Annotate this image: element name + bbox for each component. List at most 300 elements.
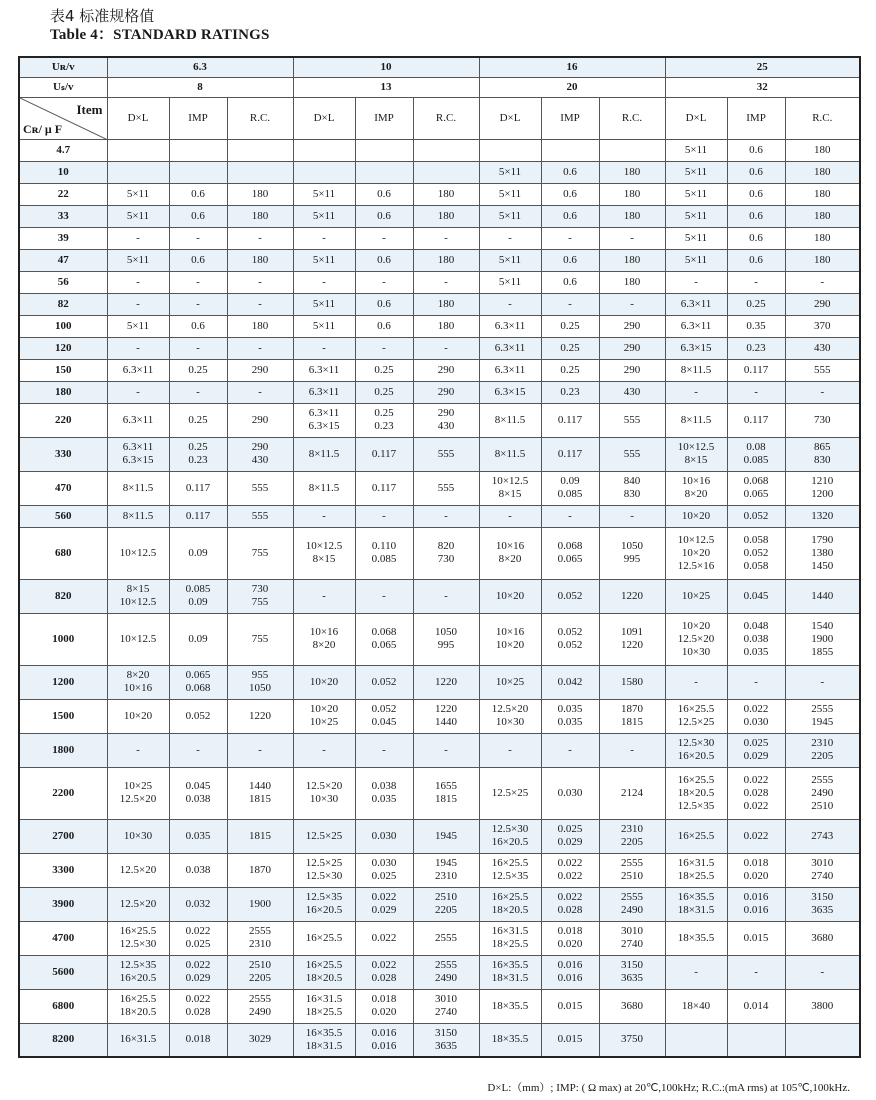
impedance-cell: 0.016 0.016 xyxy=(355,1023,413,1057)
dimension-cell: 5×11 xyxy=(479,205,541,227)
ripple-current-cell: 555 xyxy=(227,505,293,527)
capacitance-cell: 560 xyxy=(19,505,107,527)
column-header-dl: D×L xyxy=(665,97,727,139)
surge-voltage-row xyxy=(19,77,860,97)
ripple-current-cell: 955 1050 xyxy=(227,665,293,699)
ripple-current-cell: 1210 1200 xyxy=(785,471,860,505)
impedance-cell: 0.022 0.029 xyxy=(355,887,413,921)
impedance-cell: 0.6 xyxy=(727,161,785,183)
ripple-current-cell: 290 xyxy=(227,403,293,437)
capacitance-cell: 2200 xyxy=(19,767,107,819)
impedance-cell xyxy=(169,161,227,183)
impedance-cell: 0.6 xyxy=(541,249,599,271)
table-row xyxy=(19,921,860,955)
dimension-cell: - xyxy=(107,381,169,403)
column-header-rc: R.C. xyxy=(227,97,293,139)
ripple-current-cell: 180 xyxy=(413,293,479,315)
impedance-cell: 0.23 xyxy=(541,381,599,403)
dimension-cell: 16×35.5 18×31.5 xyxy=(479,955,541,989)
dimension-cell: 16×25.5 18×20.5 xyxy=(107,989,169,1023)
ripple-current-cell: 2310 2205 xyxy=(785,733,860,767)
ripple-current-cell xyxy=(599,139,665,161)
dimension-cell: 16×31.5 18×25.5 xyxy=(665,853,727,887)
column-header-dl: D×L xyxy=(293,97,355,139)
dimension-cell: 5×11 xyxy=(293,205,355,227)
ripple-current-cell: 290 430 xyxy=(413,403,479,437)
dimension-cell xyxy=(479,139,541,161)
ripple-current-cell: - xyxy=(227,227,293,249)
table-row xyxy=(19,249,860,271)
impedance-cell: 0.25 xyxy=(541,359,599,381)
ripple-current-cell: 290 xyxy=(227,359,293,381)
ripple-current-cell: 180 xyxy=(785,139,860,161)
dimension-cell: 8×11.5 xyxy=(107,505,169,527)
impedance-cell: 0.6 xyxy=(355,183,413,205)
dimension-cell: 10×20 xyxy=(107,699,169,733)
ripple-current-cell: 1050 995 xyxy=(413,613,479,665)
impedance-cell: 0.022 0.028 0.022 xyxy=(727,767,785,819)
ripple-current-cell: 180 xyxy=(413,249,479,271)
impedance-cell: 0.014 xyxy=(727,989,785,1023)
dimension-cell: 5×11 xyxy=(665,161,727,183)
impedance-cell: 0.025 0.029 xyxy=(541,819,599,853)
dimension-cell: 10×12.5 xyxy=(107,613,169,665)
impedance-cell: 0.6 xyxy=(727,205,785,227)
ripple-current-cell: 555 xyxy=(413,437,479,471)
dimension-cell: - xyxy=(293,579,355,613)
impedance-cell: 0.018 0.020 xyxy=(727,853,785,887)
dimension-cell: 5×11 xyxy=(293,315,355,337)
table-row xyxy=(19,887,860,921)
impedance-cell: 0.25 xyxy=(355,359,413,381)
impedance-cell: 0.058 0.052 0.058 xyxy=(727,527,785,579)
table-row xyxy=(19,699,860,733)
impedance-cell: 0.052 0.052 xyxy=(541,613,599,665)
impedance-cell: - xyxy=(727,955,785,989)
dimension-cell: 8×11.5 xyxy=(479,437,541,471)
dimension-cell: 12.5×30 16×20.5 xyxy=(479,819,541,853)
ripple-current-cell: 290 xyxy=(413,381,479,403)
ripple-current-cell: 730 755 xyxy=(227,579,293,613)
dimension-cell: 18×35.5 xyxy=(479,989,541,1023)
capacitance-cell: 100 xyxy=(19,315,107,337)
impedance-cell: 0.117 xyxy=(169,471,227,505)
dimension-cell: 16×25.5 18×20.5 12.5×35 xyxy=(665,767,727,819)
ripple-current-cell: 865 830 xyxy=(785,437,860,471)
table-row xyxy=(19,403,860,437)
dimension-cell: 16×25.5 xyxy=(293,921,355,955)
impedance-cell: 0.022 0.022 xyxy=(541,853,599,887)
table-row xyxy=(19,955,860,989)
impedance-cell: 0.6 xyxy=(541,205,599,227)
dimension-cell: 5×11 xyxy=(107,315,169,337)
dimension-cell: 16×31.5 xyxy=(107,1023,169,1057)
impedance-cell: 0.022 0.029 xyxy=(169,955,227,989)
dimension-cell: 10×16 8×20 xyxy=(665,471,727,505)
ripple-current-cell: 1320 xyxy=(785,505,860,527)
ripple-current-cell: - xyxy=(227,733,293,767)
ripple-current-cell: 180 xyxy=(599,183,665,205)
impedance-cell: 0.025 0.029 xyxy=(727,733,785,767)
ripple-current-cell: 555 xyxy=(599,403,665,437)
ripple-current-cell: - xyxy=(785,271,860,293)
ripple-current-cell: 2510 2205 xyxy=(227,955,293,989)
impedance-cell: 0.022 xyxy=(727,819,785,853)
dimension-cell: 6.3×11 xyxy=(665,315,727,337)
dimension-cell: - xyxy=(107,293,169,315)
dimension-cell: 12.5×20 xyxy=(107,887,169,921)
ripple-current-cell: 180 xyxy=(413,315,479,337)
capacitance-cell: 1800 xyxy=(19,733,107,767)
ur-value: 16 xyxy=(479,57,665,77)
impedance-cell: 0.052 xyxy=(355,665,413,699)
impedance-cell: 0.6 xyxy=(727,139,785,161)
impedance-cell: - xyxy=(169,733,227,767)
impedance-cell: 0.6 xyxy=(355,315,413,337)
ripple-current-cell: 1870 xyxy=(227,853,293,887)
impedance-cell: 0.042 xyxy=(541,665,599,699)
dimension-cell: 6.3×15 xyxy=(479,381,541,403)
impedance-cell: 0.25 xyxy=(355,381,413,403)
capacitance-cell: 3900 xyxy=(19,887,107,921)
dimension-cell xyxy=(665,1023,727,1057)
dimension-cell: 5×11 xyxy=(665,205,727,227)
dimension-cell: 12.5×20 10×30 xyxy=(479,699,541,733)
table-row xyxy=(19,271,860,293)
ripple-current-cell: 1540 1900 1855 xyxy=(785,613,860,665)
impedance-cell: 0.09 xyxy=(169,613,227,665)
dimension-cell: 10×16 10×20 xyxy=(479,613,541,665)
impedance-cell: 0.117 xyxy=(355,437,413,471)
impedance-cell: 0.016 0.016 xyxy=(541,955,599,989)
ripple-current-cell: 1220 1440 xyxy=(413,699,479,733)
dimension-cell: 5×11 xyxy=(665,183,727,205)
ripple-current-cell: 730 xyxy=(785,403,860,437)
table-row xyxy=(19,183,860,205)
dimension-cell: - xyxy=(665,271,727,293)
dimension-cell: 10×12.5 10×20 12.5×16 xyxy=(665,527,727,579)
dimension-cell: - xyxy=(665,665,727,699)
dimension-cell: 5×11 xyxy=(665,139,727,161)
impedance-cell: - xyxy=(355,505,413,527)
capacitance-cell: 5600 xyxy=(19,955,107,989)
capacitance-cell: 22 xyxy=(19,183,107,205)
ripple-current-cell xyxy=(785,1023,860,1057)
ripple-current-cell: 2555 1945 xyxy=(785,699,860,733)
impedance-cell: 0.25 xyxy=(541,337,599,359)
table-row xyxy=(19,767,860,819)
impedance-cell: - xyxy=(355,733,413,767)
impedance-cell: 0.022 0.028 xyxy=(541,887,599,921)
table-row xyxy=(19,613,860,665)
dimension-cell: 16×25.5 12.5×25 xyxy=(665,699,727,733)
capacitance-cell: 2700 xyxy=(19,819,107,853)
ripple-current-cell: 1900 xyxy=(227,887,293,921)
ripple-current-cell: 3010 2740 xyxy=(599,921,665,955)
dimension-cell: - xyxy=(107,227,169,249)
impedance-cell: 0.6 xyxy=(727,249,785,271)
ripple-current-cell: 290 xyxy=(413,359,479,381)
capacitance-cell: 4700 xyxy=(19,921,107,955)
impedance-cell: - xyxy=(541,505,599,527)
ripple-current-cell: 1580 xyxy=(599,665,665,699)
ripple-current-cell: 2124 xyxy=(599,767,665,819)
impedance-cell: 0.35 xyxy=(727,315,785,337)
impedance-cell: 0.6 xyxy=(541,271,599,293)
dimension-cell: 6.3×11 xyxy=(293,381,355,403)
ripple-current-cell: 3150 3635 xyxy=(413,1023,479,1057)
ur-label: Uʀ/v xyxy=(19,57,107,77)
ripple-current-cell: - xyxy=(599,505,665,527)
dimension-cell: - xyxy=(293,227,355,249)
dimension-cell: - xyxy=(479,293,541,315)
column-header-dl: D×L xyxy=(107,97,169,139)
us-value: 32 xyxy=(665,77,860,97)
dimension-cell: 16×25.5 xyxy=(665,819,727,853)
ripple-current-cell: 755 xyxy=(227,527,293,579)
capacitance-label: Cʀ/ μ F xyxy=(23,121,63,136)
table-row xyxy=(19,665,860,699)
us-value: 8 xyxy=(107,77,293,97)
dimension-cell: 12.5×25 xyxy=(479,767,541,819)
capacitance-cell: 3300 xyxy=(19,853,107,887)
impedance-cell: - xyxy=(169,271,227,293)
dimension-cell: 8×15 10×12.5 xyxy=(107,579,169,613)
capacitance-cell: 150 xyxy=(19,359,107,381)
table-row xyxy=(19,527,860,579)
dimension-cell: 16×35.5 18×31.5 xyxy=(293,1023,355,1057)
ripple-current-cell: 430 xyxy=(785,337,860,359)
impedance-cell: 0.25 0.23 xyxy=(355,403,413,437)
impedance-cell: 0.022 0.028 xyxy=(169,989,227,1023)
ripple-current-cell xyxy=(413,139,479,161)
dimension-cell xyxy=(107,139,169,161)
dimension-cell: - xyxy=(107,271,169,293)
dimension-cell: 10×20 10×25 xyxy=(293,699,355,733)
ripple-current-cell: - xyxy=(599,293,665,315)
ripple-current-cell: 180 xyxy=(413,183,479,205)
us-value: 13 xyxy=(293,77,479,97)
dimension-cell: 6.3×11 6.3×15 xyxy=(293,403,355,437)
dimension-cell: 10×12.5 8×15 xyxy=(479,471,541,505)
impedance-cell: 0.08 0.085 xyxy=(727,437,785,471)
column-header-imp: IMP xyxy=(541,97,599,139)
capacitance-cell: 180 xyxy=(19,381,107,403)
dimension-cell xyxy=(107,161,169,183)
item-header-row xyxy=(19,97,860,139)
ripple-current-cell: 2555 2310 xyxy=(227,921,293,955)
impedance-cell: 0.035 xyxy=(169,819,227,853)
ripple-current-cell: 1220 xyxy=(599,579,665,613)
ripple-current-cell: 180 xyxy=(599,161,665,183)
impedance-cell: 0.016 0.016 xyxy=(727,887,785,921)
ripple-current-cell: - xyxy=(413,579,479,613)
ripple-current-cell: 2555 2490 xyxy=(227,989,293,1023)
table-row xyxy=(19,437,860,471)
capacitance-cell: 220 xyxy=(19,403,107,437)
ripple-current-cell: 180 xyxy=(227,205,293,227)
dimension-cell: - xyxy=(479,505,541,527)
impedance-cell: 0.6 xyxy=(727,183,785,205)
ripple-current-cell: 2510 2205 xyxy=(413,887,479,921)
table-row xyxy=(19,853,860,887)
dimension-cell: 8×11.5 xyxy=(107,471,169,505)
dimension-cell: 10×20 xyxy=(293,665,355,699)
dimension-cell: 12.5×25 12.5×30 xyxy=(293,853,355,887)
ripple-current-cell: 1050 995 xyxy=(599,527,665,579)
capacitance-cell: 1200 xyxy=(19,665,107,699)
table-row xyxy=(19,1023,860,1057)
column-header-imp: IMP xyxy=(727,97,785,139)
rated-voltage-row xyxy=(19,57,860,77)
impedance-cell: 0.045 0.038 xyxy=(169,767,227,819)
capacitance-cell: 8200 xyxy=(19,1023,107,1057)
table-row xyxy=(19,989,860,1023)
dimension-cell: 10×25 xyxy=(479,665,541,699)
ripple-current-cell: 2555 xyxy=(413,921,479,955)
impedance-cell: 0.117 xyxy=(541,403,599,437)
capacitance-cell: 47 xyxy=(19,249,107,271)
table-row xyxy=(19,819,860,853)
dimension-cell xyxy=(293,139,355,161)
ripple-current-cell: - xyxy=(227,337,293,359)
impedance-cell: 0.035 0.035 xyxy=(541,699,599,733)
table-row xyxy=(19,381,860,403)
dimension-cell: 6.3×11 xyxy=(479,359,541,381)
ripple-current-cell: 2310 2205 xyxy=(599,819,665,853)
ripple-current-cell: 290 xyxy=(599,337,665,359)
dimension-cell: 12.5×20 10×30 xyxy=(293,767,355,819)
impedance-cell: 0.6 xyxy=(169,183,227,205)
ripple-current-cell: 3680 xyxy=(599,989,665,1023)
ripple-current-cell: 370 xyxy=(785,315,860,337)
capacitance-cell: 120 xyxy=(19,337,107,359)
impedance-cell: - xyxy=(355,337,413,359)
impedance-cell: - xyxy=(355,271,413,293)
ripple-current-cell: 555 xyxy=(227,471,293,505)
impedance-cell: - xyxy=(169,293,227,315)
impedance-cell: - xyxy=(727,271,785,293)
ripple-current-cell: 180 xyxy=(227,249,293,271)
ripple-current-cell: 2555 2490 2510 xyxy=(785,767,860,819)
ripple-current-cell: 180 xyxy=(227,183,293,205)
dimension-cell: 8×20 10×16 xyxy=(107,665,169,699)
dimension-cell: 6.3×11 xyxy=(479,337,541,359)
ripple-current-cell: - xyxy=(599,227,665,249)
ripple-current-cell: 180 xyxy=(785,161,860,183)
dimension-cell: 8×11.5 xyxy=(665,403,727,437)
table-row xyxy=(19,733,860,767)
dimension-cell: - xyxy=(293,505,355,527)
standard-ratings-table xyxy=(18,56,861,1058)
impedance-cell: 0.015 xyxy=(541,1023,599,1057)
dimension-cell: 16×25.5 12.5×30 xyxy=(107,921,169,955)
dimension-cell: 5×11 xyxy=(479,161,541,183)
impedance-cell: 0.6 xyxy=(169,249,227,271)
capacitance-cell: 10 xyxy=(19,161,107,183)
table-row xyxy=(19,205,860,227)
ripple-current-cell: - xyxy=(413,733,479,767)
ripple-current-cell: 2555 2510 xyxy=(599,853,665,887)
capacitance-cell: 6800 xyxy=(19,989,107,1023)
dimension-cell: - xyxy=(293,733,355,767)
impedance-cell: 0.09 0.085 xyxy=(541,471,599,505)
impedance-cell: 0.045 xyxy=(727,579,785,613)
table-title-english: Table 4：STANDARD RATINGS xyxy=(50,27,270,43)
column-header-dl: D×L xyxy=(479,97,541,139)
impedance-cell: 0.25 xyxy=(727,293,785,315)
impedance-cell: 0.6 xyxy=(541,161,599,183)
impedance-cell: 0.110 0.085 xyxy=(355,527,413,579)
ur-value: 25 xyxy=(665,57,860,77)
table-row xyxy=(19,139,860,161)
impedance-cell: 0.052 xyxy=(541,579,599,613)
ur-value: 6.3 xyxy=(107,57,293,77)
table-row xyxy=(19,227,860,249)
ripple-current-cell: 2555 2490 xyxy=(413,955,479,989)
impedance-cell: 0.052 xyxy=(169,699,227,733)
dimension-cell: 6.3×11 xyxy=(479,315,541,337)
item-label: Item xyxy=(76,101,103,117)
ripple-current-cell: 290 430 xyxy=(227,437,293,471)
impedance-cell: - xyxy=(541,293,599,315)
dimension-cell: 12.5×35 16×20.5 xyxy=(293,887,355,921)
ripple-current-cell: 290 xyxy=(785,293,860,315)
impedance-cell: 0.015 xyxy=(727,921,785,955)
dimension-cell: 6.3×11 xyxy=(107,359,169,381)
dimension-cell: - xyxy=(293,271,355,293)
impedance-cell: 0.022 0.030 xyxy=(727,699,785,733)
impedance-cell: 0.25 xyxy=(169,359,227,381)
ripple-current-cell: - xyxy=(413,505,479,527)
capacitance-cell: 4.7 xyxy=(19,139,107,161)
ripple-current-cell: 1945 2310 xyxy=(413,853,479,887)
dimension-cell: 6.3×11 xyxy=(293,359,355,381)
dimension-cell: 10×20 xyxy=(479,579,541,613)
ripple-current-cell: 180 xyxy=(227,315,293,337)
impedance-cell: 0.022 0.025 xyxy=(169,921,227,955)
dimension-cell: 16×31.5 18×25.5 xyxy=(293,989,355,1023)
ripple-current-cell: - xyxy=(785,955,860,989)
dimension-cell: 18×40 xyxy=(665,989,727,1023)
table-row xyxy=(19,359,860,381)
capacitance-cell: 330 xyxy=(19,437,107,471)
dimension-cell: - xyxy=(107,337,169,359)
impedance-cell: 0.068 0.065 xyxy=(355,613,413,665)
impedance-cell: 0.018 0.020 xyxy=(355,989,413,1023)
dimension-cell: 8×11.5 xyxy=(665,359,727,381)
impedance-cell: 0.117 xyxy=(355,471,413,505)
dimension-cell: 5×11 xyxy=(107,205,169,227)
dimension-cell: 6.3×15 xyxy=(665,337,727,359)
impedance-cell: 0.052 0.045 xyxy=(355,699,413,733)
impedance-cell: 0.25 0.23 xyxy=(169,437,227,471)
table-row xyxy=(19,579,860,613)
impedance-cell: 0.09 xyxy=(169,527,227,579)
dimension-cell: 5×11 xyxy=(479,249,541,271)
ripple-current-cell: 430 xyxy=(599,381,665,403)
dimension-cell: - xyxy=(293,337,355,359)
ripple-current-cell xyxy=(227,139,293,161)
dimension-cell: 16×25.5 12.5×35 xyxy=(479,853,541,887)
impedance-cell xyxy=(355,161,413,183)
ripple-current-cell: 1220 xyxy=(227,699,293,733)
capacitance-cell: 470 xyxy=(19,471,107,505)
impedance-cell: 0.030 0.025 xyxy=(355,853,413,887)
ripple-current-cell: 180 xyxy=(599,249,665,271)
capacitance-cell: 82 xyxy=(19,293,107,315)
dimension-cell: - xyxy=(479,733,541,767)
